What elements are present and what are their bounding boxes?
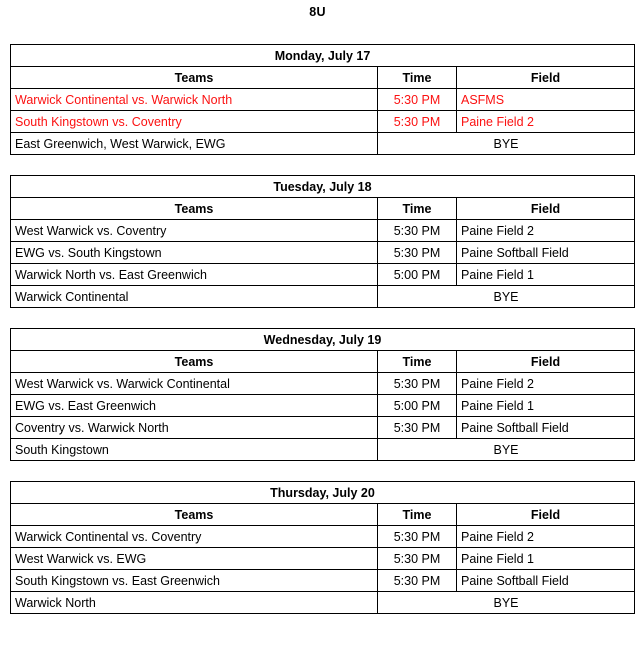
game-row [11, 417, 635, 439]
game-time: 5:30 PM [378, 111, 457, 133]
game-field: Paine Softball Field [457, 570, 635, 592]
day-schedule-table [10, 328, 635, 461]
game-row [11, 373, 635, 395]
column-header-row [11, 67, 635, 89]
game-row [11, 548, 635, 570]
game-teams: Coventry vs. Warwick North [11, 417, 378, 439]
column-header-field: Field [457, 67, 635, 89]
day-schedule-table [10, 175, 635, 308]
day-title: Wednesday, July 19 [11, 329, 635, 351]
game-time: 5:00 PM [378, 264, 457, 286]
bye-label: BYE [378, 133, 635, 155]
column-header-teams: Teams [11, 351, 378, 373]
game-time: 5:30 PM [378, 526, 457, 548]
game-time: 5:30 PM [378, 548, 457, 570]
game-teams: Warwick Continental vs. Coventry [11, 526, 378, 548]
column-header-time: Time [378, 351, 457, 373]
bye-row [11, 439, 635, 461]
game-time: 5:30 PM [378, 373, 457, 395]
bye-teams: South Kingstown [11, 439, 378, 461]
column-header-teams: Teams [11, 198, 378, 220]
day-schedule-table [10, 481, 635, 614]
game-teams: West Warwick vs. EWG [11, 548, 378, 570]
bye-label: BYE [378, 439, 635, 461]
page-title: 8U [309, 5, 326, 19]
game-teams: West Warwick vs. Coventry [11, 220, 378, 242]
game-field: Paine Softball Field [457, 242, 635, 264]
game-time: 5:30 PM [378, 220, 457, 242]
column-header-row [11, 504, 635, 526]
schedule-tables-container [10, 44, 634, 614]
game-field: Paine Field 2 [457, 526, 635, 548]
bye-label: BYE [378, 286, 635, 308]
bye-row [11, 286, 635, 308]
game-row [11, 526, 635, 548]
game-teams: EWG vs. South Kingstown [11, 242, 378, 264]
game-teams: West Warwick vs. Warwick Continental [11, 373, 378, 395]
game-row [11, 242, 635, 264]
game-field: Paine Field 2 [457, 373, 635, 395]
game-field: Paine Field 1 [457, 395, 635, 417]
game-row [11, 395, 635, 417]
game-time: 5:30 PM [378, 89, 457, 111]
game-row [11, 111, 635, 133]
column-header-row [11, 351, 635, 373]
game-field: Paine Field 2 [457, 220, 635, 242]
column-header-row [11, 198, 635, 220]
game-row [11, 220, 635, 242]
day-title-row [11, 482, 635, 504]
bye-label: BYE [378, 592, 635, 614]
game-time: 5:30 PM [378, 242, 457, 264]
column-header-time: Time [378, 198, 457, 220]
day-title-row [11, 45, 635, 67]
game-time: 5:30 PM [378, 417, 457, 439]
game-teams: Warwick Continental vs. Warwick North [11, 89, 378, 111]
column-header-teams: Teams [11, 504, 378, 526]
day-title: Tuesday, July 18 [11, 176, 635, 198]
bye-row [11, 133, 635, 155]
game-teams: South Kingstown vs. East Greenwich [11, 570, 378, 592]
game-row [11, 264, 635, 286]
day-title: Monday, July 17 [11, 45, 635, 67]
day-schedule-table [10, 44, 635, 155]
game-teams: EWG vs. East Greenwich [11, 395, 378, 417]
column-header-time: Time [378, 504, 457, 526]
bye-teams: East Greenwich, West Warwick, EWG [11, 133, 378, 155]
column-header-field: Field [457, 351, 635, 373]
day-title: Thursday, July 20 [11, 482, 635, 504]
game-teams: Warwick North vs. East Greenwich [11, 264, 378, 286]
game-time: 5:30 PM [378, 570, 457, 592]
game-field: Paine Softball Field [457, 417, 635, 439]
game-row [11, 89, 635, 111]
column-header-time: Time [378, 67, 457, 89]
bye-teams: Warwick Continental [11, 286, 378, 308]
column-header-field: Field [457, 198, 635, 220]
day-title-row [11, 176, 635, 198]
game-teams: South Kingstown vs. Coventry [11, 111, 378, 133]
game-field: Paine Field 2 [457, 111, 635, 133]
bye-teams: Warwick North [11, 592, 378, 614]
game-field: Paine Field 1 [457, 264, 635, 286]
game-field: ASFMS [457, 89, 635, 111]
bye-row [11, 592, 635, 614]
game-field: Paine Field 1 [457, 548, 635, 570]
game-time: 5:00 PM [378, 395, 457, 417]
column-header-teams: Teams [11, 67, 378, 89]
day-title-row [11, 329, 635, 351]
game-row [11, 570, 635, 592]
column-header-field: Field [457, 504, 635, 526]
